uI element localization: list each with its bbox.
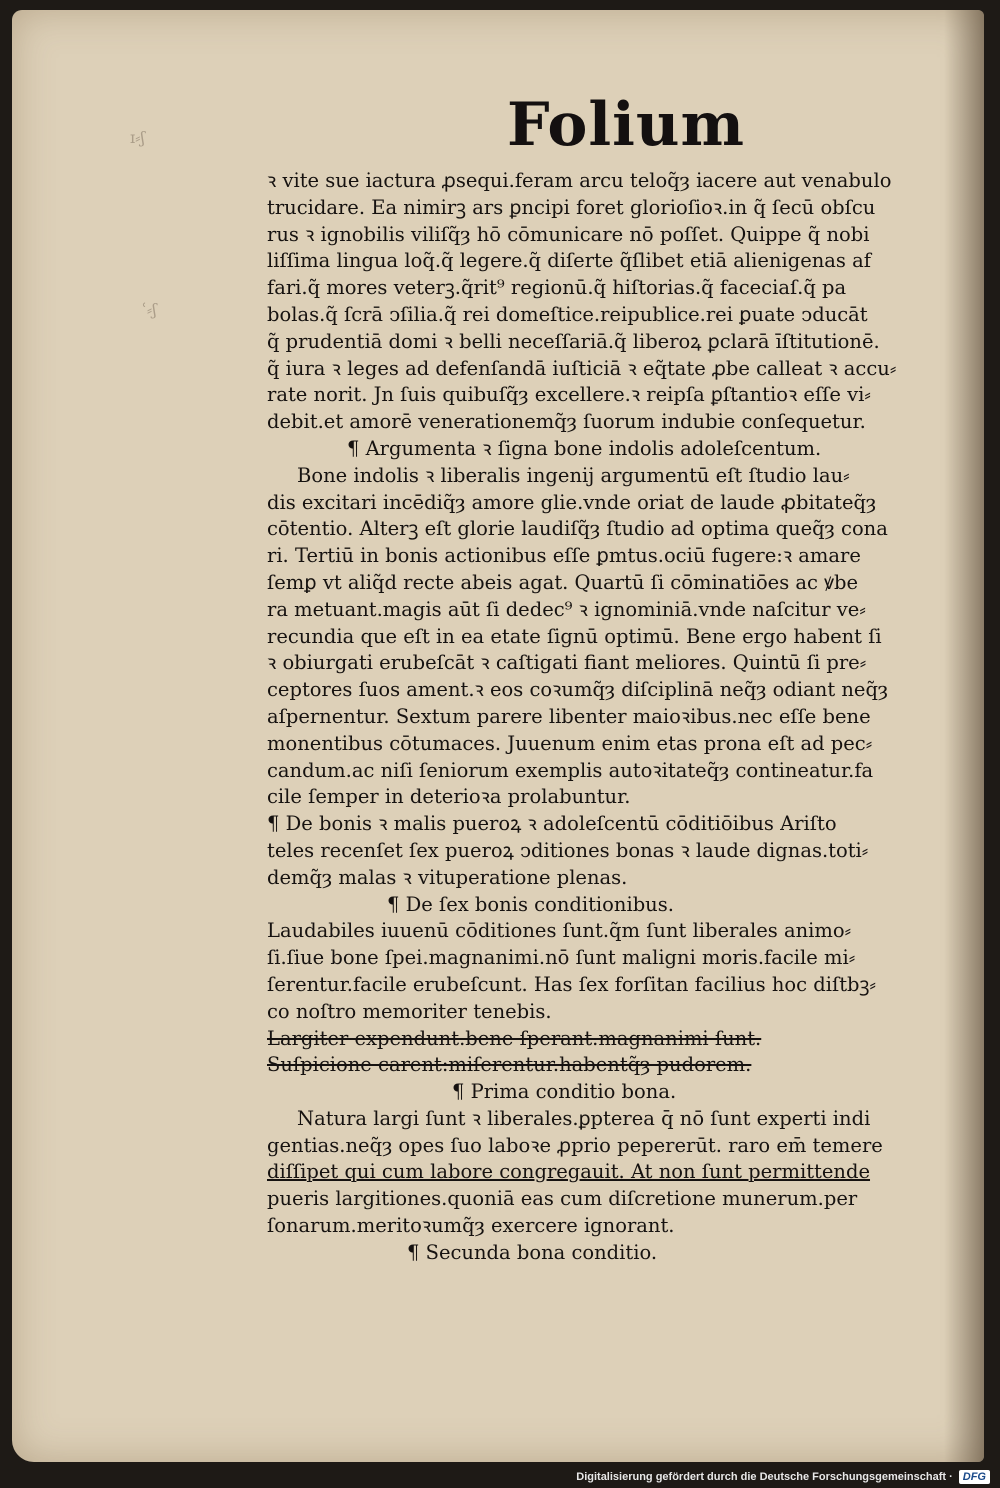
text-line: monentibus cōtumaces. Juuenum enim etas prona eſt ad pec⸗ xyxy=(267,731,873,755)
section-heading: ¶ De ſex bonis conditionibus. xyxy=(387,892,674,916)
folio-heading: Folium xyxy=(507,90,746,160)
credit-text: Digitalisierung gefördert durch die Deutsche Forschungsgemeinschaft · xyxy=(576,1471,953,1483)
section-heading: ¶ De bonis ꝛ malis pueroꝝ ꝛ adoleſcentū cōditiōibus Ariſto xyxy=(267,812,837,836)
text-line: ſonarum.meritoꝛumq̃ȝ exercere ignorant. xyxy=(267,1214,675,1238)
text-line: debit.et amorē venerationemq̃ȝ ſuorum indubie conſequetur. xyxy=(267,410,866,434)
text-line: Laudabiles iuuenū cōditiones ſunt.q̃m ſunt liberales animo⸗ xyxy=(267,919,852,943)
marginal-mark: ɪ⸗ʃ xyxy=(130,128,145,147)
text-line: q̃ prudentiā domi ꝛ belli neceſſariā.q̃ liberoꝝ ꝑclarā īſtitutionē. xyxy=(267,329,880,353)
paper-leaf xyxy=(12,10,984,1462)
text-line: bolas.q̃ ſcrā ↄſilia.q̃ rei domeſtice.reipublice.rei ꝑuate ↄducāt xyxy=(267,302,868,326)
struck-verse-line: Suſpicione carent:miſerentur.habentq̃ȝ pudorem. xyxy=(267,1053,752,1077)
body-text xyxy=(267,168,927,1267)
text-line: co noſtro memoriter tenebis. xyxy=(267,999,552,1023)
text-line: aſpernentur. Sextum parere libenter maioꝛibus.nec eſſe bene xyxy=(267,704,871,728)
digitization-credit xyxy=(576,1470,990,1484)
section-heading: ¶ Secunda bona conditio. xyxy=(407,1240,658,1264)
text-line: liſſima lingua loq̃.q̃ legere.q̃ diſerte q̃ſlibet etiā alienigenas af xyxy=(267,249,871,273)
text-line: ra metuant.magis aūt ſi dedec⁹ ꝛ ignominiā.vnde naſcitur ve⸗ xyxy=(267,597,866,621)
text-line: candum.ac niſi ſeniorum exemplis autoꝛitateq̃ȝ contineatur.fa xyxy=(267,758,874,782)
underlined-text-line: diſſipet qui cum labore congregauit. At non ſunt permittende xyxy=(267,1160,871,1184)
text-line: cile ſemper in deterioꝛa prolabuntur. xyxy=(267,785,631,809)
text-line: fari.q̃ mores veterꝫ.q̃rit⁹ regionū.q̃ hiſtorias.q̃ faceciaſ.q̃ pa xyxy=(267,276,847,300)
text-line: Bone indolis ꝛ liberalis ingenij argumentū eſt ſtudio lau⸗ xyxy=(297,463,850,487)
text-line: ſerentur.facile erubeſcunt. Has ſex forſitan facilius hoc diſtbꝫ⸗ xyxy=(267,972,876,996)
text-line: gentias.neq̃ȝ opes ſuo laboꝛe ꝓprio pepererūt. raro em̄ temere xyxy=(267,1133,883,1157)
text-line: dis excitari incēdiq̃ȝ amore glie.vnde oriat de laude ꝓbitateq̃ȝ xyxy=(267,490,877,514)
text-line: ꝛ vite sue iactura ꝓsequi.feram arcu teloq̃ȝ iacere aut venabulo xyxy=(267,169,892,192)
text-line: ſemꝑ vt aliq̃d recte abeis agat. Quartū ſi cōminatiōes ac ꝟbe xyxy=(267,570,858,594)
text-line: teles recenſet ſex pueroꝝ ↄditiones bonas ꝛ laude dignas.toti⸗ xyxy=(267,838,869,862)
text-line: recundia que eſt in ea etate ſignū optimū. Bene ergo habent ſi xyxy=(267,624,882,648)
text-line: Natura largi ſunt ꝛ liberales.ꝑpterea q̄ nō ſunt experti indi xyxy=(297,1106,871,1130)
binding-gutter-shadow xyxy=(944,10,984,1462)
text-line: demq̃ȝ malas ꝛ vituperatione plenas. xyxy=(267,865,628,889)
text-line: rus ꝛ ignobilis viliſq̃ȝ hō cōmunicare nō poſſet. Quippe q̃ nobi xyxy=(267,222,870,246)
dfg-logo: DFG xyxy=(959,1470,990,1484)
marginal-mark: ʿ⸗ʃ xyxy=(142,300,157,319)
text-line: trucidare. Ea nimirꝫ ars ꝑncipi foret glorioſioꝛ.in q̃ ſecū obſcu xyxy=(267,195,876,219)
text-line: ceptores ſuos ament.ꝛ eos coꝛumq̃ȝ diſciplinā neq̃ȝ odiant neq̃ȝ xyxy=(267,678,889,702)
text-line: ri. Tertiū in bonis actionibus eſſe ꝑmtus.ociū fugere:ꝛ amare xyxy=(267,544,861,568)
section-heading: ¶ Argumenta ꝛ ſigna bone indolis adoleſcentum. xyxy=(347,436,822,460)
text-line: rate norit. Jn ſuis quibuſq̃ȝ excellere.ꝛ reipſa ꝑſtantioꝛ eſſe vi⸗ xyxy=(267,383,871,407)
section-heading: ¶ Prima conditio bona. xyxy=(452,1080,677,1104)
text-line: ꝛ obiurgati erubeſcāt ꝛ caſtigati fiant meliores. Quintū ſi pre⸗ xyxy=(267,651,867,675)
text-line: ſi.ſiue bone ſpei.magnanimi.nō ſunt maligni moris.facile mi⸗ xyxy=(267,946,856,970)
text-line: q̃ iura ꝛ leges ad defenſandā iuſticiā ꝛ eq̃tate ꝓbe calleat ꝛ accu⸗ xyxy=(267,356,897,380)
text-line: pueris largitiones.quoniā eas cum diſcretione munerum.per xyxy=(267,1187,858,1211)
text-line: cōtentio. Alterꝫ eſt glorie laudiſq̃ȝ ſtudio ad optima queq̃ȝ cona xyxy=(267,517,888,541)
struck-verse-line: Largiter expendunt.bene ſperant.magnanimi ſunt. xyxy=(267,1026,762,1050)
